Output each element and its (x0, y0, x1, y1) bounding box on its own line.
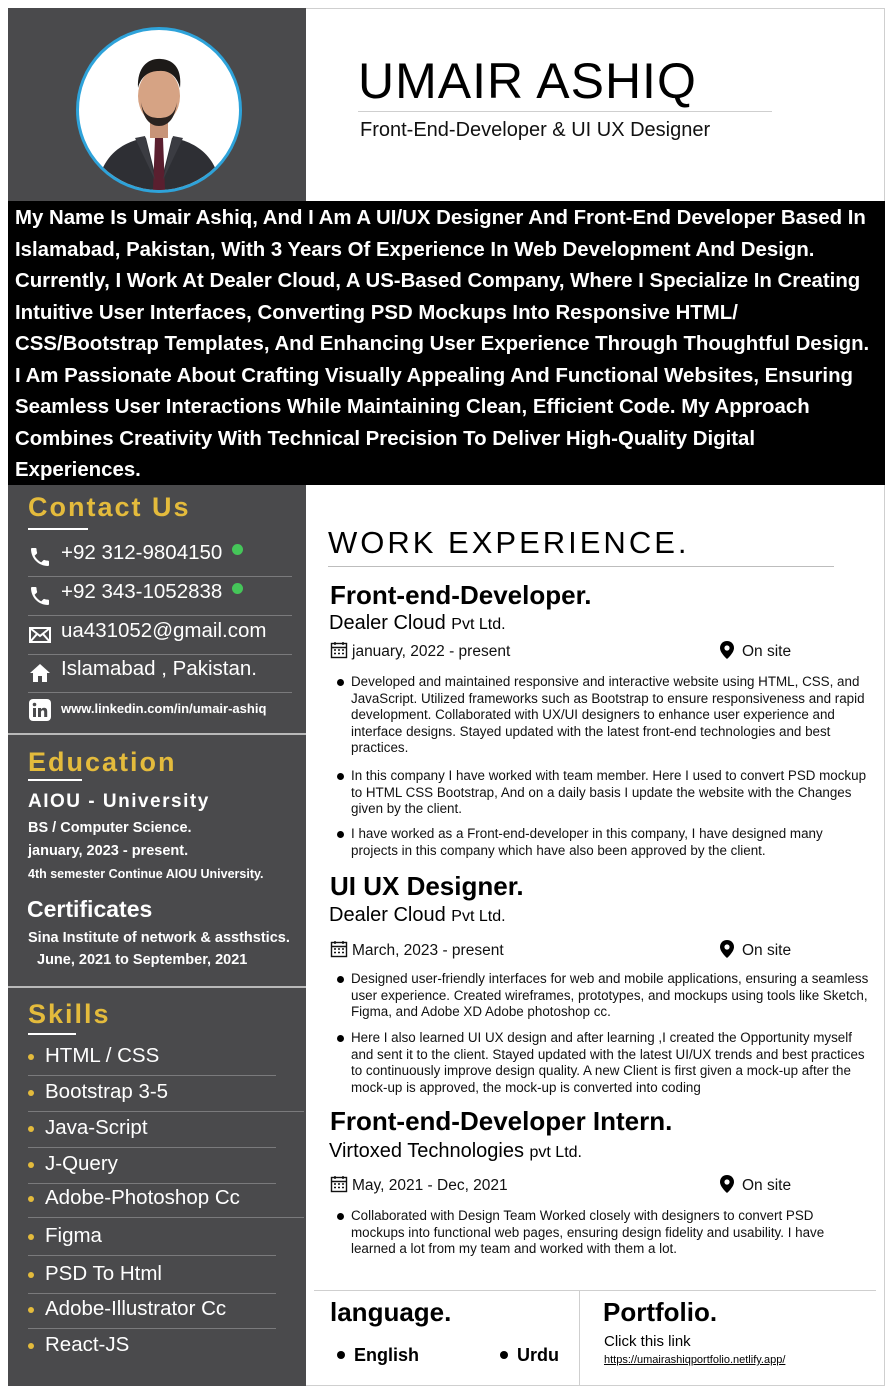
map-pin-icon (720, 641, 734, 659)
location-text: Islamabad , Pakistan. (61, 657, 257, 680)
job-location: On site (720, 641, 791, 661)
job-dates: March, 2023 - present (330, 940, 504, 960)
language-item: English (337, 1345, 419, 1366)
education-heading-underline (28, 779, 82, 781)
job-location: On site (720, 940, 791, 960)
linkedin-text: www.linkedin.com/in/umair-ashiq (61, 701, 267, 716)
contact-email[interactable] (28, 617, 292, 655)
portfolio-link[interactable]: https://umairashiqportfolio.netlify.app/ (604, 1354, 786, 1366)
intro-summary: My Name Is Umair Ashiq, And I Am A UI/UX Designer And Front-End Developer Based In Islamabad, Pakistan, With 3 Years Of Experience In Web Development And Design. Currently, I Work At Dealer Cloud, A US-Based Company, Where I Specialize In Creating Intuitive User Interfaces, Converting PSD Mockups Into Responsive HTML/ CSS/Bootstrap Templates, And Enhancing User Experience Through Thoughtful Design. I Am Passionate About Crafting Visually Appealing And Functional Websites, Ensuring Seamless User Interactions While Maintaining Clean, Efficient Code. My Approach Combines Creativity With Technical Precision To Deliver High-Quality Digital Experiences. (8, 201, 885, 485)
whatsapp-icon (232, 544, 243, 555)
contact-phone-1[interactable] (28, 539, 292, 577)
portfolio-heading: Portfolio. (603, 1297, 718, 1327)
candidate-title: Front-End-Developer & UI UX Designer (360, 119, 711, 141)
contact-linkedin[interactable] (28, 692, 292, 730)
photo-panel (8, 8, 306, 201)
contact-location (28, 655, 292, 693)
name-divider (358, 111, 772, 112)
work-experience-heading: WORK EXPERIENCE. (328, 525, 690, 560)
portfolio-cta: Click this link (604, 1333, 691, 1350)
calendar-icon (330, 641, 348, 659)
skill-item: Bootstrap 3-5 (28, 1076, 304, 1112)
skill-item: React-JS (28, 1329, 276, 1365)
profile-photo (76, 27, 242, 193)
phone-icon (28, 545, 52, 569)
sidebar-divider (8, 733, 306, 735)
job-company: Virtoxed Technologies pvt Ltd. (329, 1140, 582, 1162)
candidate-name: UMAIR ASHIQ (358, 53, 697, 109)
job-bullet: Developed and maintained responsive and interactive website using HTML, CSS, and JavaScript. Utilized frameworks such as Bootstrap to ensure responsiveness and rapid development. Collaborated with UX/UI designers to enhance user experience and interface designs. Stayed updated with the latest front-end technologies and best practices. (351, 674, 869, 757)
bottom-divider (314, 1290, 876, 1291)
phone-2-text: +92 343-1052838 (61, 580, 223, 603)
whatsapp-icon (232, 583, 243, 594)
job-location: On site (720, 1175, 791, 1195)
job-role: UI UX Designer. (330, 871, 524, 901)
sidebar (8, 485, 306, 1386)
job-dates: january, 2022 - present (330, 641, 510, 661)
work-heading-divider (328, 566, 834, 567)
phone-1-text: +92 312-9804150 (61, 541, 223, 564)
skills-heading: Skills (28, 999, 111, 1029)
skill-item: Adobe-Photoshop Cc (28, 1182, 304, 1218)
job-company: Dealer Cloud Pvt Ltd. (329, 904, 506, 926)
job-bullet: Designed user-friendly interfaces for web and mobile applications, ensuring a seamless user experience. Created wireframes, prototypes, and mockups using tools like Sketch, Figma, and Adobe XD Adobe photoshop cc. (351, 971, 869, 1020)
education-school: AIOU - University (28, 791, 210, 812)
phone-icon (28, 584, 52, 608)
job-role: Front-end-Developer. (330, 580, 592, 610)
certificate-institute: Sina Institute of network & assthstics. (28, 930, 290, 946)
job-bullet: I have worked as a Front-end-developer in this company, I have designed many projects in this company which have also been approved by the client. (351, 826, 869, 859)
language-heading: language. (330, 1297, 452, 1327)
education-note: 4th semester Continue AIOU University. (28, 867, 264, 881)
skill-item: PSD To Html (28, 1258, 276, 1294)
education-dates: january, 2023 - present. (28, 843, 189, 859)
calendar-icon (330, 940, 348, 958)
education-degree: BS / Computer Science. (28, 820, 192, 836)
contact-heading: Contact Us (28, 492, 191, 522)
contact-phone-2[interactable] (28, 578, 292, 616)
bottom-column-divider (579, 1291, 580, 1386)
education-heading: Education (28, 747, 177, 777)
sidebar-divider (8, 986, 306, 988)
map-pin-icon (720, 940, 734, 958)
mail-icon (28, 623, 52, 647)
calendar-icon (330, 1175, 348, 1193)
skill-item: HTML / CSS (28, 1040, 276, 1076)
contact-heading-underline (28, 528, 88, 530)
skill-item: J-Query (28, 1148, 276, 1184)
job-bullet: Collaborated with Design Team Worked closely with designers to convert PSD mockups into functional web pages, ensuring design fidelity and usability. I have learned a lot from my team and worked with them a lot. (351, 1208, 869, 1258)
map-pin-icon (720, 1175, 734, 1193)
job-bullet: Here I also learned UI UX design and after learning ,I created the Opportunity myself and sent it to the client. Stayed updated with the latest UI/UX trends and best practices to continuously improve design quality. A new Client is first given a mock-up after the mock-up is approved, the mock-up is converted into coding (351, 1030, 869, 1096)
home-icon (28, 661, 52, 685)
linkedin-icon (28, 698, 52, 722)
job-dates: May, 2021 - Dec, 2021 (330, 1175, 508, 1195)
person-portrait-icon (79, 30, 239, 190)
job-bullet: In this company I have worked with team member. Here I used to convert PSD mockup to HTML CSS Bootstrap, And on a daily basis I update the website with the Changes given by the client. (351, 768, 869, 818)
language-item: Urdu (500, 1345, 559, 1366)
skill-item: Adobe-Illustrator Cc (28, 1293, 276, 1329)
email-text: ua431052@gmail.com (61, 619, 267, 642)
job-company: Dealer Cloud Pvt Ltd. (329, 612, 506, 634)
skill-item: Figma (28, 1220, 276, 1256)
job-role: Front-end-Developer Intern. (330, 1106, 673, 1136)
certificates-heading: Certificates (27, 896, 153, 922)
certificate-dates: June, 2021 to September, 2021 (37, 952, 248, 968)
skill-item: Java-Script (28, 1112, 276, 1148)
skills-heading-underline (28, 1033, 76, 1035)
